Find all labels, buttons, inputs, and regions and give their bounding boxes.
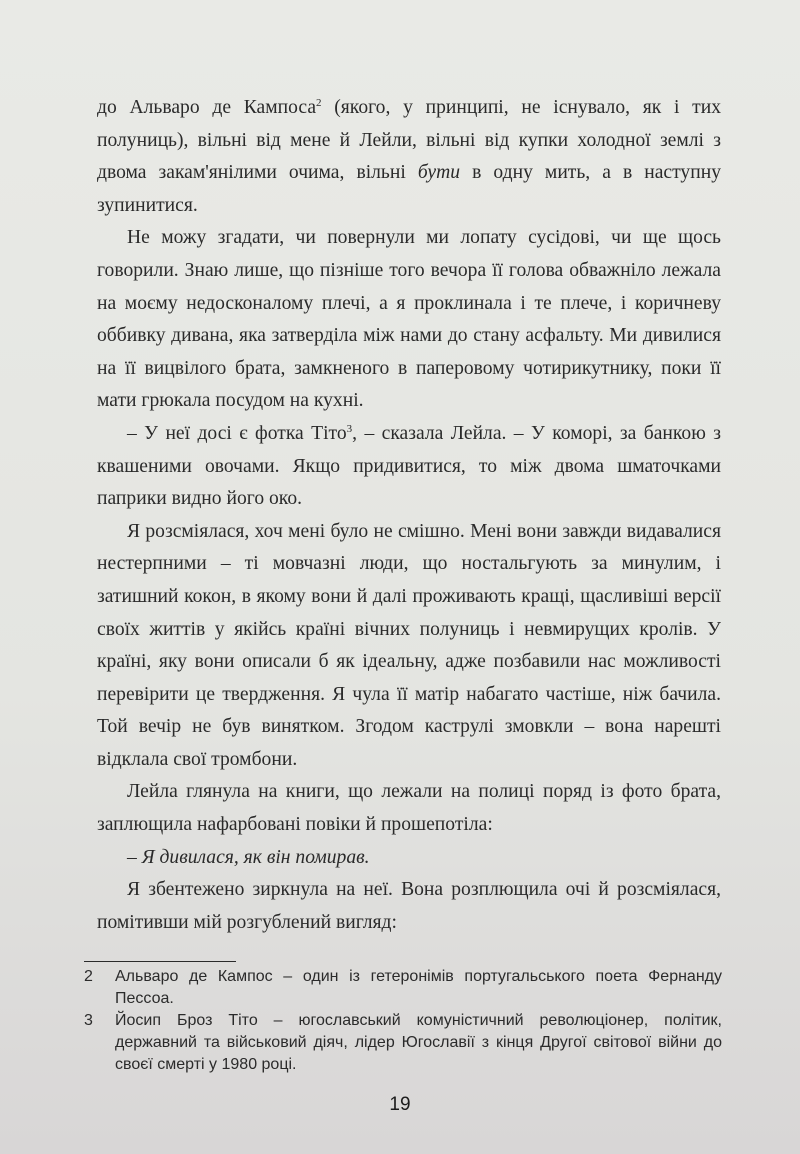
page-number: 19 [389, 1094, 411, 1115]
footnote-number: 3 [84, 1012, 93, 1029]
emphasis: Я дивилася, як він помирав. [141, 846, 370, 868]
footnote-text: Альваро де Кампос – один із гетеронімів португальського поета Фернанду Пессоа. [115, 968, 722, 1007]
footnote [84, 1010, 722, 1076]
emphasis: бути [417, 162, 461, 184]
paragraph: Я збентежено зиркнула на неї. Вона розплющила очі й розсміялася, помітивши мій розгублений вигляд: [97, 879, 721, 933]
footnote-ref: 3 [346, 422, 353, 435]
footnote [84, 966, 722, 1010]
paragraph: – Я дивилася, як він помирав. [127, 846, 370, 868]
footnote-divider [84, 961, 236, 962]
footnotes [84, 966, 722, 1076]
paragraph: – У неї досі є фотка Тіто$^3$, – сказала Лейла. – У коморі, за банкою з квашеними овочами. Якщо придивитися, то між двома шматочками паприки видно його око. [97, 422, 721, 510]
footnote-ref: 2 [316, 97, 322, 109]
footnote-text: Йосип Броз Тіто – югославський комуністичний революціонер, політик, державний та військовий діяч, лідер Югославії з кінця Другої світової війни до своєї смерті у 1980 році. [115, 1012, 722, 1073]
paragraph: Я розсміялася, хоч мені було не смішно. Мені вони завжди видавалися нестерпними – ті мовчазні люди, що ностальгують за минулим, і затишний кокон, в якому вони й далі проживають кращі, щасливіші версії своїх життів у якійсь країні вічних полуниць і невмирущих кролів. У країні, яку вони описали б як ідеальну, адже позбавили нас можливості перевірити це твердження. Я чула її матір набагато частіше, ніж бачила. Той вечір не був винятком. Згодом каструлі змовкли – вона нарешті відклала свої тромбони. [97, 520, 721, 770]
paragraph: до Альваро де Кампоса$^2$ (якого, у принципі, не існувало, як і тих полуниць), вільні від мене й Лейли, вільні від купки холодної землі з двома закам'янілими очима, вільні бути в одну мить, а в наступну зупинитися. [97, 97, 721, 216]
footnote-number: 2 [84, 968, 93, 985]
paragraph: Не можу згадати, чи повернули ми лопату сусідові, чи ще щось говорили. Знаю лише, що пізніше того вечора її голова обважніло лежала на моєму недосконалому плечі, а я проклинала і те плече, і коричневу оббивку дивана, яка затверділа між нами до стану асфальту. Ми дивилися на її вицвілого брата, замкненого в паперовому чотирикутнику, поки її мати грюкала посудом на кухні. [97, 227, 721, 412]
body-text [97, 92, 721, 939]
paragraph: Лейла глянула на книги, що лежали на полиці поряд із фото брата, заплющила нафарбовані повіки й прошепотіла: [97, 781, 721, 836]
